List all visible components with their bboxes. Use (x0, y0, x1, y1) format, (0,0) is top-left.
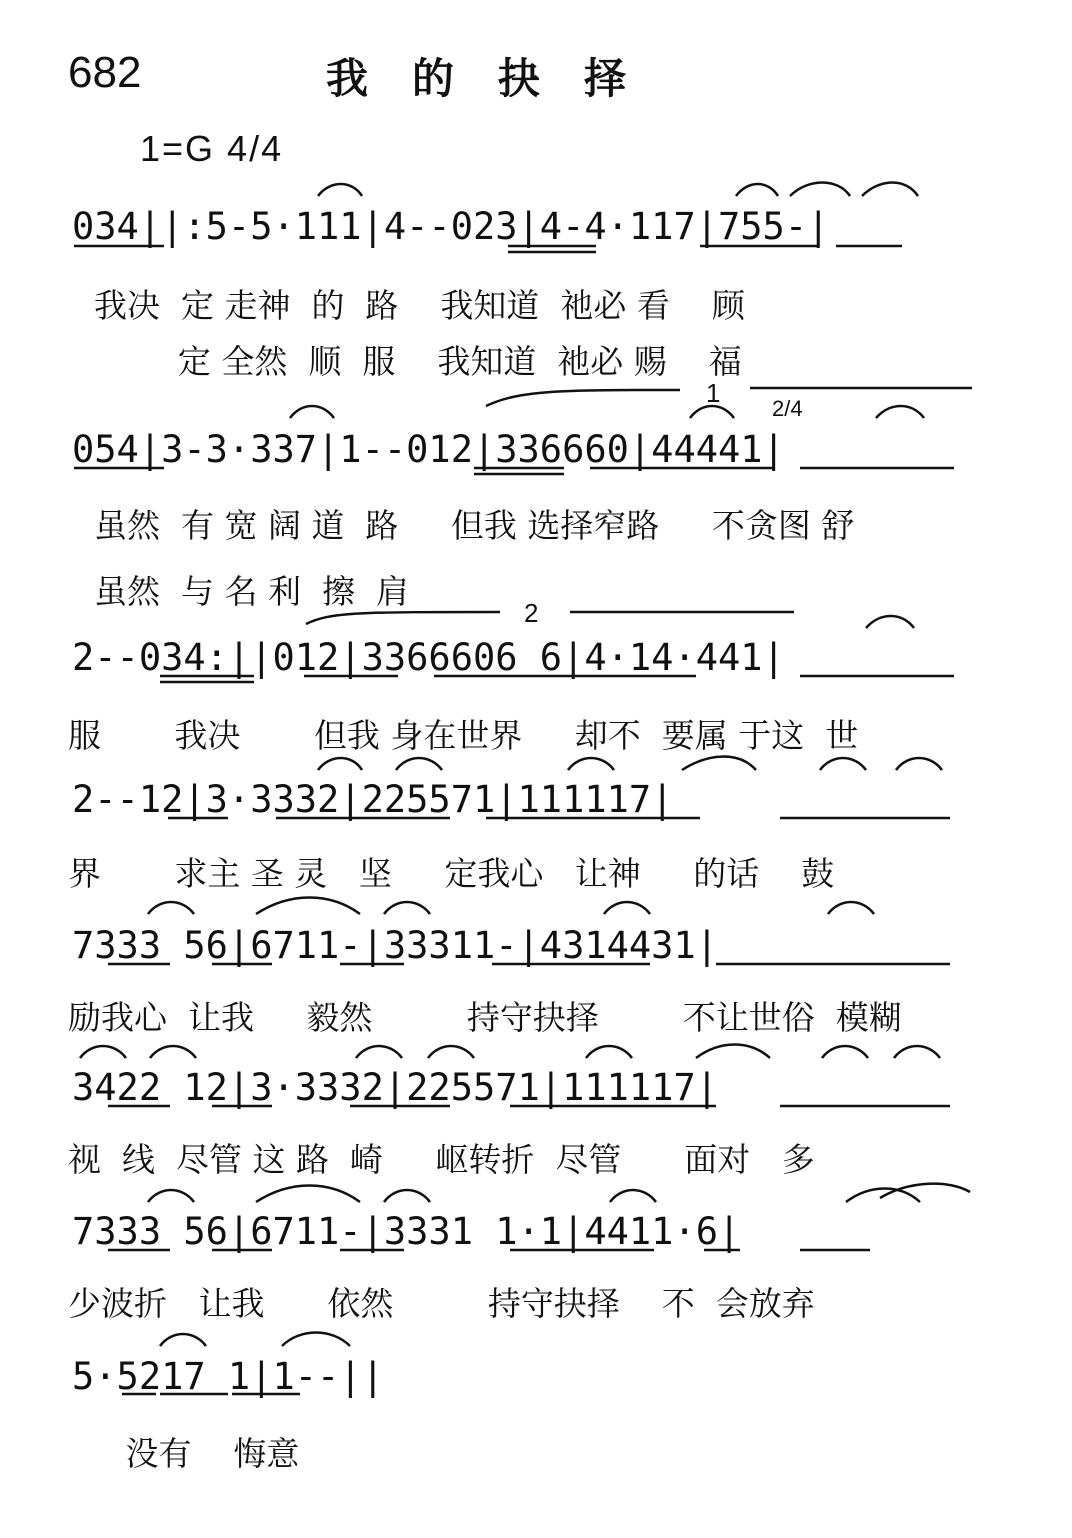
lyric-line-3a: 服 我决 但我 身在世界 却不 要属 于这 世 (68, 716, 859, 755)
lyric-line-7a: 少波折 让我 依然 持守抉择 不 会放弃 (68, 1284, 815, 1323)
lyric-line-8a: 没有 悔意 (94, 1434, 300, 1473)
notation-line-3: 2--034:||012|3366606 6|4·14·441| (72, 636, 785, 679)
page-title: 我的抉择 (326, 54, 671, 103)
lyric-line-2a: 虽然 有 宽 阔 道 路 但我 选择窄路 不贪图 舒 (94, 506, 855, 545)
notation-line-1: 034||:5-5·111|4--023|4-4·117|755-| (72, 205, 830, 248)
lyric-line-6a: 视 线 尽管 这 路 崎 岖转折 尽管 面对 多 (68, 1140, 815, 1179)
notation-line-4: 2--12|3·3332|225571|111117| (72, 778, 674, 821)
lyric-line-5a: 励我心 让我 毅然 持守抉择 不让世俗 模糊 (68, 998, 902, 1037)
notation-line-5: 7333 56|6711-|33311-|4314431| (72, 924, 719, 967)
first-ending-number: 1 (706, 378, 721, 408)
notation-line-2: 054|3-3·337|1--012|336660|44441| (72, 428, 785, 471)
lyric-line-1a: 我决 定 走神 的 路 我知道 祂必 看 顾 (94, 286, 745, 325)
notation-line-8: 5·5217 1|1--|| (72, 1355, 384, 1398)
lyric-line-1b: 定 全然 顺 服 我知道 祂必 赐 福 (94, 342, 742, 381)
notation-line-6: 3422 12|3·3332|225571|111117| (72, 1066, 719, 1109)
key-signature: 1=G 4/4 (140, 128, 284, 169)
second-ending-number: 2 (524, 598, 539, 628)
first-ending-bracket (486, 390, 680, 406)
hymn-number: 682 (68, 48, 142, 97)
first-ending-meter: 2/4 (772, 396, 803, 421)
notation-line-7: 7333 56|6711-|3331 1·1|4411·6| (72, 1210, 741, 1253)
lyric-line-2b: 虽然 与 名 利 擦 肩 (94, 572, 409, 611)
second-ending-bracket (306, 612, 500, 624)
lyric-line-4a: 界 求主 圣 灵 坚 定我心 让神 的话 鼓 (68, 854, 835, 893)
